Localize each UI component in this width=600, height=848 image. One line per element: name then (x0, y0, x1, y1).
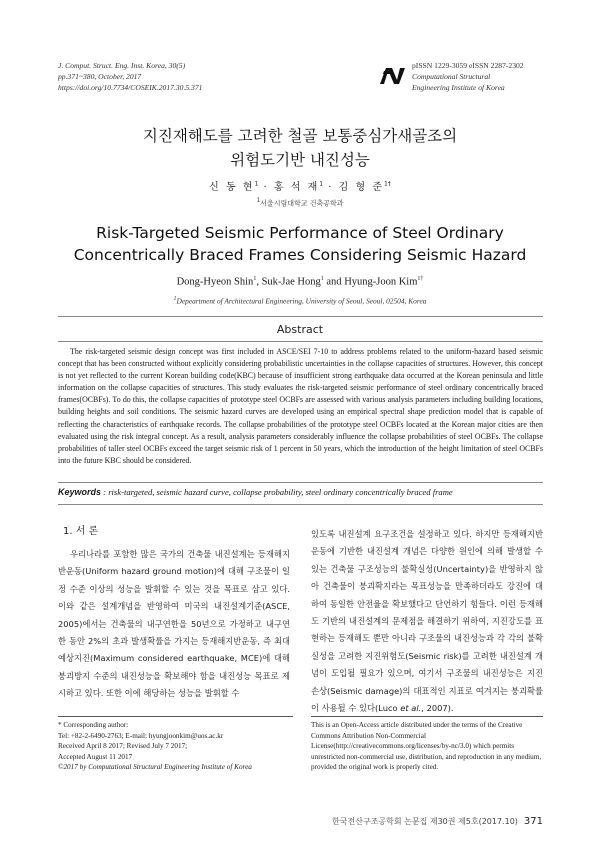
keywords-bottom-rule (58, 504, 543, 505)
author-ko-3-sup: 1† (383, 180, 391, 188)
author-ko-3: 김 형 준 (338, 182, 384, 193)
org-line-1: Computational Structural (412, 72, 491, 81)
title-korean-line-2: 위험도기반 내진성능 (230, 151, 370, 169)
body-right-text-2: , 2007). (421, 703, 454, 714)
author-ko-2-sup: 1 (319, 180, 324, 188)
author-en-2-sup: 1 (320, 276, 324, 282)
author-ko-1: 신 동 현 (209, 182, 255, 193)
abstract-bottom-rule (58, 482, 543, 483)
title-english-line-2: Concentrically Braced Frames Considering Seismic Hazard (73, 246, 527, 264)
keywords-text: risk-targeted, seismic hazard curve, collapse probability, steel ordinary concentrically braced frame (108, 487, 453, 497)
fn-received: Received April 8 2017; Revised July 7 2017; (58, 742, 188, 751)
affiliation-english-text: Depeartment of Architectural Engineering, University of Seoul, Seoul, 02504, Korea (176, 296, 427, 306)
affiliation-korean-sup: 1 (256, 198, 261, 204)
doi-link[interactable]: https://doi.org/10.7734/COSEIK.2017.30.5.371 (58, 83, 203, 92)
author-en-1-sup: 1 (253, 276, 257, 282)
body-right-etal: et al. (400, 703, 422, 714)
affiliation-english (0, 296, 600, 305)
fn-corresponding: * Corresponding author: (58, 721, 129, 729)
keywords (58, 487, 548, 497)
author-en-sep-1: , (256, 276, 262, 288)
cosEIK-logo-icon (378, 64, 406, 86)
body-left-column: 우리나라를 포함한 많은 국가의 건축물 내진설계는 등재해지반운동(Uniform hazard ground motion)에 대해 구조물이 일정 수준 이상의 성능을 발휘할 수 있는 것을 목표로 삼고 있다. 이와 같은 설계개념을 반영하여 미국의 내진설계기준(ASCE, 2005)에서는 건축물의 내구연한을 50년으로 가정하고 내구연한 동안 2%의 초과 발생확률을 가지는 등재해지반운동, 즉 최대예상지진(Maximum considered earthquake, MCE)에 대해 붕괴방지 수준의 내진성능을 확보해야 함을 내진성능 목표로 제시하고 있다. 또한 이에 해당하는 성능을 발휘할 수 (58, 549, 290, 699)
authors-korean (0, 178, 600, 193)
org-line-2: Engineering Institute of Korea (412, 83, 505, 92)
body-right-text-1: 있도록 내진설계 요구조건을 설정하고 있다. 하지만 등재해지반운동에 기반한 내진설계 개념은 다양한 원인에 의해 발생할 수 있는 건축물 구조성능의 불확실성(Uncertainty)을 반영하지 않아 건축물이 붕괴확지라는 목표성능을 만족하더라도 강진에 대하여 동일한 안전율을 확보했다고 단언하기 힘들다. 이런 등재해도 기반의 내진설계의 문제점을 해결하기 위하여, 지진강도를 표현하는 등재해도 뿐만 아니라 구조물의 내진성능과 각 각의 불확실성을 고려한 지진위험도(Seismic risk)를 고려한 내진설계 개념이 도입될 필요가 있으며, 여기서 구조물의 내진성능은 지진 손상(Seismic damage)의 대표적인 지표로 여겨지는 붕괴확률이 사용될 수 있다(Luco (311, 529, 543, 714)
title-english-line-1: Risk-Targeted Seismic Performance of Steel Ordinary (96, 224, 504, 242)
corresponding-author-footnote (58, 720, 293, 773)
journal-line-1: J. Comput. Struct. Eng. Inst. Korea, 30(5) (58, 61, 186, 70)
author-en-3: Hyung-Joon Kim (344, 276, 418, 288)
journal-citation (58, 60, 202, 93)
abstract-text: The risk-targeted seismic design concept was first included in ASCE/SEI 7-10 to address problems related to the uniform-hazard based seismic concept that has been constructed without explicitly considering probabilistic uncertainties in the collapse capacities of structures. However, this concept is not yet reflected to the current Korean building code(KBC) because of insufficient strong earthquake data occurred at the Korean peninsula and little information on the collapse capacities of structures. This study evaluates the risk-targeted seismic performance of steel ordinary concentrically braced frames(OCBFs). To do this, the collapse capacities of prototype steel OCBFs are assessed with various analysis parameters including building locations, building heights and soil conditions. The seismic hazard curves are developed using an empirical spectral shape prediction model that is capable of reflecting the characteristics of earthquake records. The collapse probabilities of the prototype steel OCBFs located at the Korean major cities are then evaluated using the risk integral concept. As a result, analysis parameters considerably influence the collapse probabilities of steel OCBFs. The collapse probabilities of taller steel OCBFs exceed the target seismic risk of 1 percent in 50 years, which the introduction of the height limitation of steel OCBFs into the future KBC should be considered. (58, 347, 543, 465)
authors-english (0, 276, 600, 288)
fn-contact: Tel: +82-2-6490-2763; E-mail: hyungjoonkim@uos.ac.kr (58, 731, 224, 740)
page-number: 371 (523, 816, 543, 827)
title-korean-line-1: 지진재해도를 고려한 철골 보통중심가새골조의 (142, 127, 458, 145)
author-en-3-sup: 1† (417, 276, 424, 282)
title-english (0, 222, 600, 266)
footnote-right-rule (311, 716, 543, 717)
abstract-heading-rule (58, 341, 543, 342)
abstract-heading: Abstract (276, 323, 324, 336)
issn: pISSN 1229-3059 eISSN 2287-2302 (412, 61, 524, 70)
journal-line-2: pp.371~380, October, 2017 (58, 72, 142, 81)
author-en-1: Dong-Hyeon Shin (176, 276, 254, 288)
affiliation-korean-text: 서울시립대학교 건축공학과 (260, 199, 344, 208)
abstract-top-rule (58, 316, 543, 317)
footnote-left-rule (58, 716, 293, 717)
author-en-2: Suk-Jae Hong (261, 276, 321, 288)
keywords-label: Keywords (58, 487, 102, 497)
title-korean (0, 124, 600, 172)
fn-copyright: ©2017 by Computational Structural Engineering Institute of Korea (58, 763, 252, 772)
keywords-separator: : (101, 487, 109, 497)
affiliation-english-sup: 1 (173, 296, 177, 302)
author-ko-2: 홍 석 재 (273, 182, 320, 193)
author-en-sep-2: and (323, 276, 345, 288)
body-right-column (311, 526, 543, 717)
page-footer (300, 816, 543, 827)
fn-accepted: Accepted August 11 2017 (58, 752, 133, 761)
journal-issn-block (412, 60, 524, 93)
affiliation-korean (0, 198, 600, 208)
author-ko-sep-1: · (263, 182, 269, 193)
footer-journal: 한국전산구조공학회 논문집 제30권 제5호(2017.10) (332, 817, 518, 826)
section-heading-introduction: 1. 서 론 (63, 526, 99, 537)
author-ko-sep-2: · (328, 182, 334, 193)
open-access-footnote: This is an Open-Access article distributed under the terms of the Creative Commons Attribution Non-Commercial License(http://creativecommons.org/licenses/by-nc/3.0) which permits unrestricted non-commercial use, distribution, and reproduction in any medium, provided the original work is properly cited. (311, 721, 542, 772)
author-ko-1-sup: 1 (254, 180, 259, 188)
